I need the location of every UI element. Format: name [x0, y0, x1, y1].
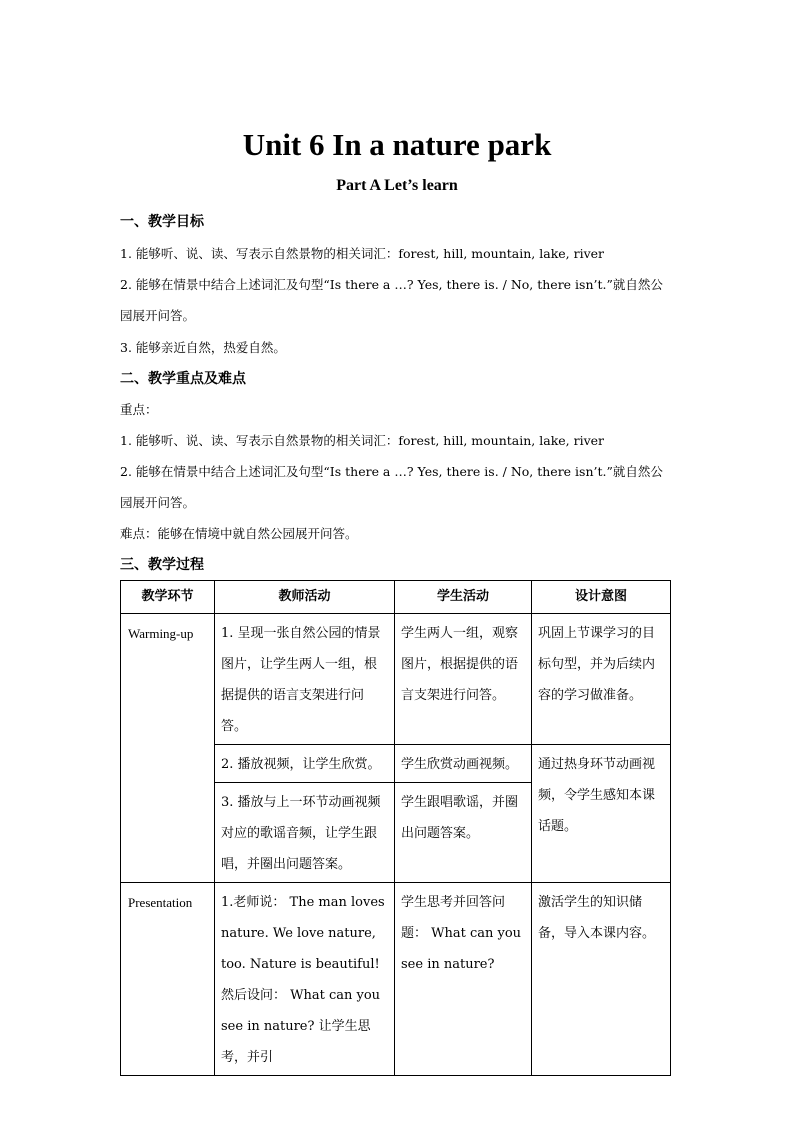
document-subtitle: Part A Let’s learn	[336, 177, 458, 194]
objective-item: 3. 能够亲近自然，热爱自然。	[120, 340, 286, 355]
section-heading-objectives: 一、教学目标	[120, 214, 204, 230]
teacher-activity-cell: 3. 播放与上一环节动画视频对应的歌谣音频，让学生跟唱，并圈出问题答案。	[215, 783, 395, 883]
teacher-activity-cell: 2. 播放视频，让学生欣赏。	[215, 745, 395, 783]
purpose-cell: 激活学生的知识储备，导入本课内容。	[532, 883, 671, 1076]
stage-cell: Warming-up	[121, 614, 215, 883]
student-activity-cell: 学生两人一组，观察图片，根据提供的语言支架进行问答。	[395, 614, 532, 745]
purpose-cell: 通过热身环节动画视频，令学生感知本课话题。	[532, 745, 671, 883]
objective-item: 2. 能够在情景中结合上述词汇及句型“Is there a …? Yes, there is. / No, there isn’t.”就自然公	[120, 277, 663, 292]
teacher-activity-cell: 1. 呈现一张自然公园的情景图片，让学生两人一组，根据提供的语言支架进行问答。	[215, 614, 395, 745]
objective-item: 1. 能够听、说、读、写表示自然景物的相关词汇：forest, hill, mountain, lake, river	[120, 246, 605, 261]
student-activity-cell: 学生跟唱歌谣，并圈出问题答案。	[395, 783, 532, 883]
key-point-item: 2. 能够在情景中结合上述词汇及句型“Is there a …? Yes, there is. / No, there isn’t.”就自然公	[120, 464, 663, 479]
section-heading-process: 三、教学过程	[120, 557, 204, 573]
document-title: Unit 6 In a nature park	[242, 127, 552, 162]
header-design-purpose: 设计意图	[532, 581, 671, 614]
header-stage: 教学环节	[121, 581, 215, 614]
key-points-label: 重点：	[120, 402, 158, 417]
key-point-item: 1. 能够听、说、读、写表示自然景物的相关词汇：forest, hill, mountain, lake, river	[120, 433, 605, 448]
table-row	[121, 883, 671, 1076]
table-row	[121, 614, 671, 745]
difficulty-text: 难点：能够在情境中就自然公园展开问答。	[120, 526, 358, 541]
key-point-item-continued: 园展开问答。	[120, 495, 196, 510]
teacher-activity-cell: 1.老师说： The man loves nature. We love nature, too. Nature is beautiful! 然后设问： What can you see in nature? 让学生思考，并引	[215, 883, 395, 1076]
section-heading-key-points: 二、教学重点及难点	[120, 371, 246, 387]
student-activity-cell: 学生欣赏动画视频。	[395, 745, 532, 783]
teaching-process-table	[120, 580, 671, 1076]
student-activity-cell: 学生思考并回答问题： What can you see in nature?	[395, 883, 532, 1076]
purpose-cell: 巩固上节课学习的目标句型，并为后续内容的学习做准备。	[532, 614, 671, 745]
table-header-row	[121, 581, 671, 614]
header-teacher-activity: 教师活动	[215, 581, 395, 614]
header-student-activity: 学生活动	[395, 581, 532, 614]
stage-cell: Presentation	[121, 883, 215, 1076]
objective-item-continued: 园展开问答。	[120, 308, 196, 323]
